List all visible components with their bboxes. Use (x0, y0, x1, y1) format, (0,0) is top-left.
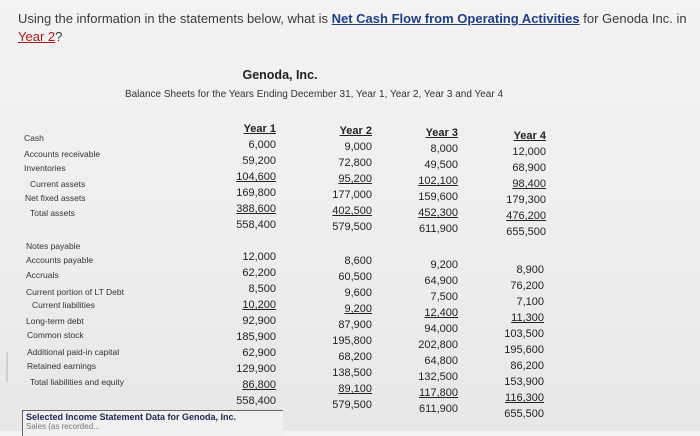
year2-current-liabilities: 87,900 (338, 319, 372, 331)
year4-long-term-debt: 195,600 (504, 344, 544, 356)
year1-header: Year 1 (243, 123, 276, 135)
year3-current-assets: 159,600 (418, 191, 458, 203)
year1-retained-earnings: 86,800 (242, 379, 276, 391)
label-current-liabilities: Current liabilities (32, 300, 95, 310)
company-name: Genoda, Inc. (242, 68, 318, 82)
year3-assets-column (408, 125, 458, 237)
year3-retained-earnings: 117,800 (419, 387, 458, 399)
question-year-ref: Year 2 (18, 29, 56, 44)
year2-accruals: 9,600 (344, 287, 372, 299)
year3-current-liabilities: 94,000 (424, 323, 458, 335)
year2-assets-column (322, 123, 372, 235)
year4-current-liabilities: 103,500 (504, 328, 544, 340)
label-additional-paid-in-capital: Additional paid-in capital (27, 347, 120, 357)
year4-retained-earnings: 116,300 (505, 392, 544, 404)
year3-accruals: 7,500 (430, 291, 458, 303)
year2-retained-earnings: 89,100 (338, 383, 372, 395)
year1-notes-payable: 12,000 (242, 251, 276, 263)
label-current-portion-lt-debt: Current portion of LT Debt (26, 287, 124, 297)
year2-additional-paid-in-capital: 138,500 (332, 367, 372, 379)
year2-total-liabilities-equity: 579,500 (332, 399, 372, 411)
margin-divider (6, 352, 8, 382)
year3-inventories: 102,100 (418, 175, 458, 187)
year3-total-liabilities-equity: 611,900 (419, 403, 458, 415)
year1-accounts-receivable: 59,200 (242, 155, 276, 167)
year4-common-stock: 86,200 (510, 360, 544, 372)
label-common-stock: Common stock (27, 330, 84, 340)
year4-inventories: 98,400 (512, 178, 546, 190)
year1-liab-column (226, 249, 276, 409)
year3-common-stock: 64,800 (424, 355, 458, 367)
year3-current-portion-lt-debt: 12,400 (424, 307, 458, 319)
label-accruals: Accruals (26, 270, 59, 280)
year4-liab-column (494, 262, 544, 422)
year2-cash: 9,000 (344, 141, 372, 153)
year1-current-liabilities: 92,900 (242, 315, 276, 327)
label-current-assets: Current assets (30, 179, 86, 189)
label-inventories: Inventories (24, 163, 66, 173)
label-total-liabilities-equity: Total liabilities and equity (30, 377, 125, 387)
year2-inventories: 95,200 (338, 173, 372, 185)
year1-additional-paid-in-capital: 129,900 (236, 363, 276, 375)
question-highlight: Net Cash Flow from Operating Activities (331, 11, 580, 26)
year3-long-term-debt: 202,800 (418, 339, 458, 351)
year1-accounts-payable: 62,200 (242, 267, 276, 279)
label-net-fixed-assets: Net fixed assets (25, 193, 86, 203)
year2-long-term-debt: 195,800 (332, 335, 372, 347)
question-prefix: Using the information in the statements below, what is (18, 11, 332, 26)
year3-header: Year 3 (425, 127, 458, 139)
year1-total-liabilities-equity: 558,400 (236, 395, 276, 407)
year4-header: Year 4 (513, 130, 546, 142)
year1-common-stock: 62,900 (242, 347, 276, 359)
year3-net-fixed-assets: 452,300 (418, 207, 458, 219)
year4-current-assets: 179,300 (506, 194, 546, 206)
year2-notes-payable: 8,600 (344, 255, 372, 267)
question-suffix: ? (55, 29, 63, 44)
year3-accounts-receivable: 49,500 (424, 159, 458, 171)
year2-common-stock: 68,200 (338, 351, 372, 363)
year2-total-assets: 579,500 (332, 221, 372, 233)
year1-assets-column (226, 121, 276, 233)
year3-liab-column (408, 257, 458, 417)
year3-total-assets: 611,900 (419, 223, 458, 235)
year1-total-assets: 558,400 (236, 219, 276, 231)
question-middle: for Genoda Inc. in (579, 11, 687, 26)
year2-liab-column (322, 253, 372, 413)
year2-current-assets: 177,000 (332, 189, 372, 201)
year4-total-liabilities-equity: 655,500 (504, 408, 544, 420)
year2-net-fixed-assets: 402,500 (332, 205, 372, 217)
statement-subtitle: Balance Sheets for the Years Ending December 31, Year 1, Year 2, Year 3 and Year 4 (124, 89, 504, 100)
label-accounts-receivable: Accounts receivable (24, 149, 101, 159)
year3-accounts-payable: 64,900 (424, 275, 458, 287)
label-total-assets: Total assets (30, 208, 75, 218)
year4-current-portion-lt-debt: 11,300 (511, 312, 544, 324)
year4-accounts-receivable: 68,900 (512, 162, 546, 174)
label-cash: Cash (24, 133, 44, 143)
year4-total-assets: 655,500 (506, 226, 546, 238)
label-long-term-debt: Long-term debt (26, 316, 84, 326)
year4-accruals: 7,100 (516, 296, 544, 308)
year1-current-portion-lt-debt: 10,200 (242, 299, 276, 311)
year4-cash: 12,000 (512, 146, 546, 158)
year2-header: Year 2 (339, 125, 372, 137)
label-retained-earnings: Retained earnings (27, 361, 96, 371)
year1-current-assets: 169,800 (236, 187, 276, 199)
year1-cash: 6,000 (248, 139, 276, 151)
year4-net-fixed-assets: 476,200 (506, 210, 546, 222)
year1-inventories: 104,600 (236, 171, 276, 183)
year3-notes-payable: 9,200 (430, 259, 458, 271)
year2-accounts-receivable: 72,800 (338, 157, 372, 169)
year4-additional-paid-in-capital: 153,900 (504, 376, 544, 388)
year4-accounts-payable: 76,200 (510, 280, 544, 292)
income-statement-sub: Sales (as recorded... (26, 422, 100, 431)
label-accounts-payable: Accounts payable (26, 255, 94, 265)
year4-assets-column (496, 128, 546, 240)
year2-accounts-payable: 60,500 (338, 271, 372, 283)
year3-cash: 8,000 (430, 143, 458, 155)
year3-additional-paid-in-capital: 132,500 (418, 371, 458, 383)
question-text (18, 10, 688, 46)
year1-net-fixed-assets: 388,600 (236, 203, 276, 215)
year1-accruals: 8,500 (248, 283, 276, 295)
year1-long-term-debt: 185,900 (236, 331, 276, 343)
year4-notes-payable: 8,900 (516, 264, 544, 276)
year2-current-portion-lt-debt: 9,200 (344, 303, 372, 315)
income-statement-title: Selected Income Statement Data for Genoda, Inc. (26, 412, 237, 422)
label-notes-payable: Notes payable (26, 241, 81, 251)
